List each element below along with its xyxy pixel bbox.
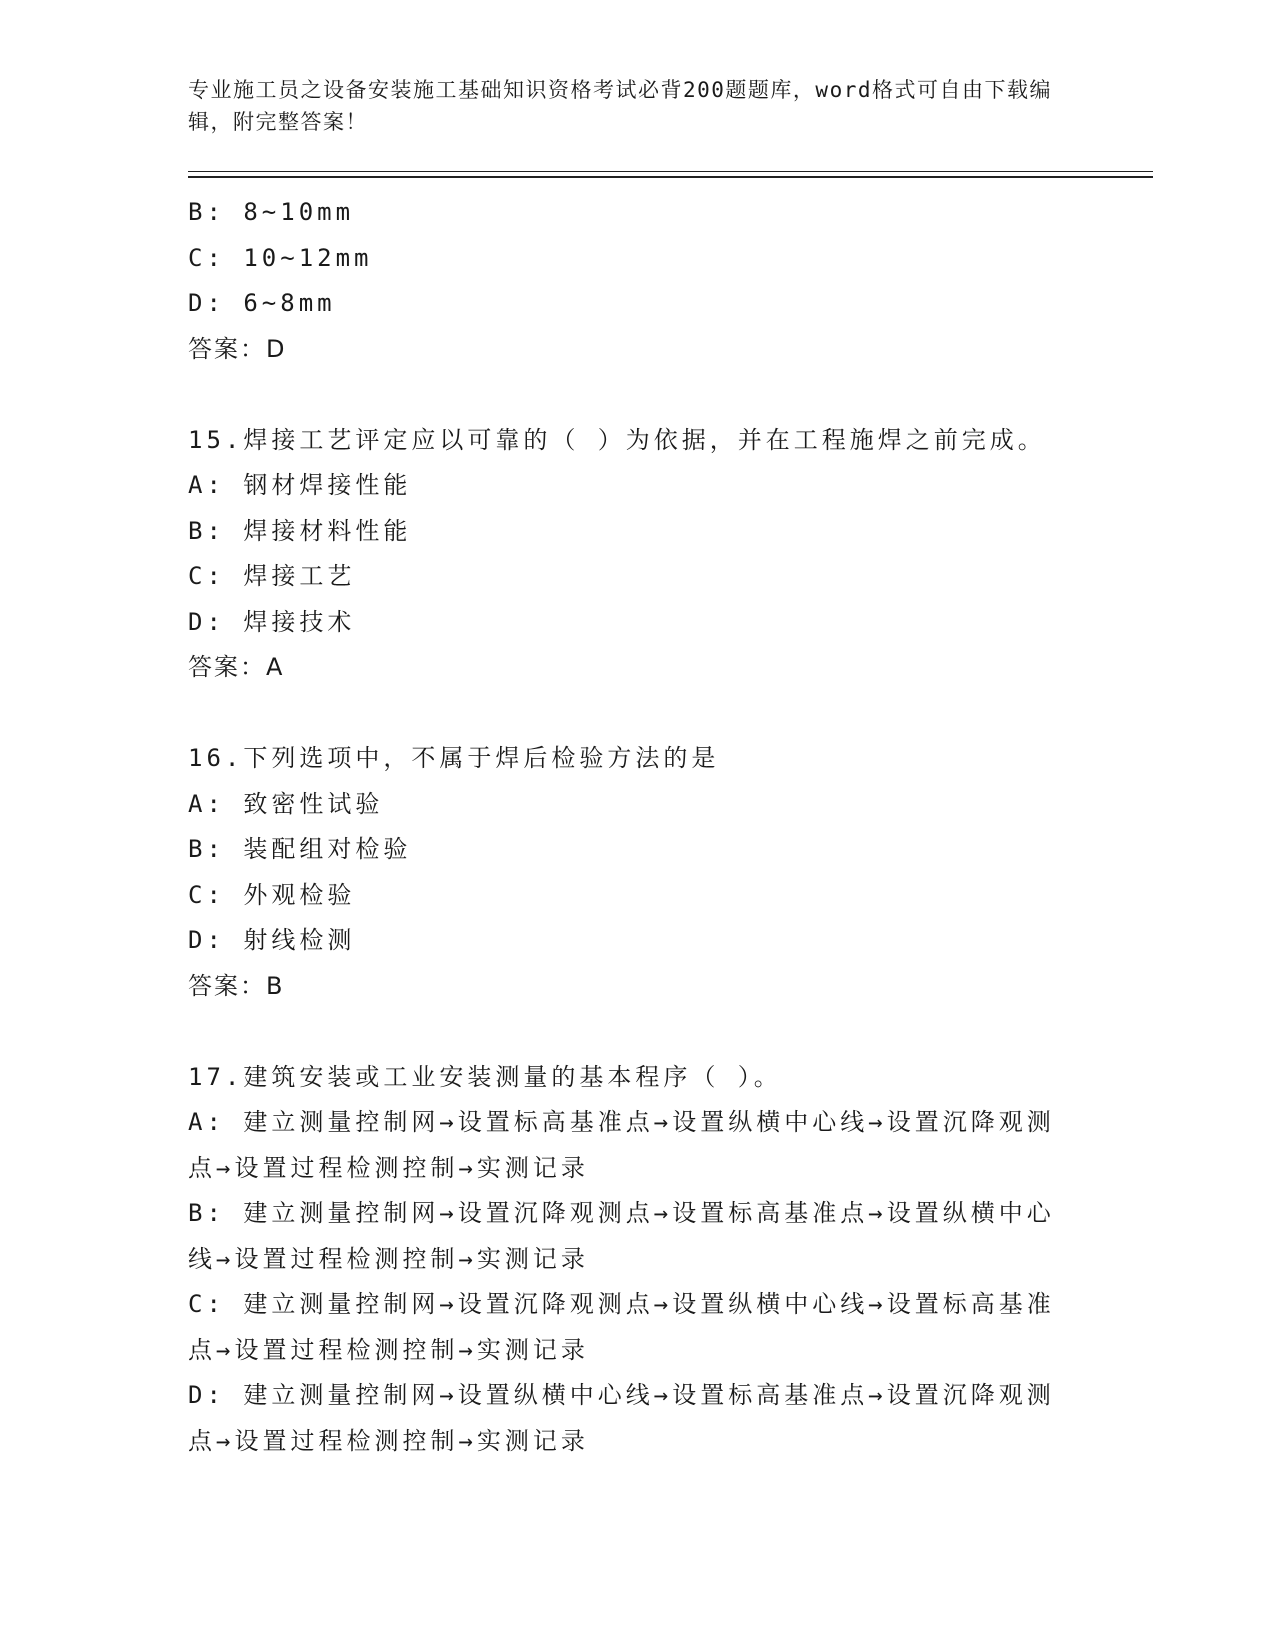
question-content [188,190,1088,1464]
option-d: D: 建立测量控制网→设置纵横中心线→设置标高基准点→设置沉降观测点→设置过程检测控制→实测记录 [188,1381,1055,1455]
option-a: A: 钢材焊接性能 [188,471,412,499]
header-rule-thick [188,176,1153,178]
document-header: 专业施工员之设备安装施工基础知识资格考试必背200题题库，word格式可自由下载编辑，附完整答案！ [188,78,1052,134]
question-stem-15: 15.焊接工艺评定应以可靠的（ ）为依据，并在工程施焊之前完成。 [188,425,1046,454]
option-b: B: 建立测量控制网→设置沉降观测点→设置标高基准点→设置纵横中心线→设置过程检测控制→实测记录 [188,1199,1055,1273]
spacer [188,691,1088,737]
option-d: D: 射线检测 [188,926,356,954]
option-c: C: 外观检验 [188,880,356,909]
option-b: B: 焊接材料性能 [188,516,412,545]
option-d: D: 焊接技术 [188,607,356,636]
question-stem-16: 16.下列选项中，不属于焊后检验方法的是 [188,744,720,772]
header-rule-thin [188,171,1153,172]
option-c: C: 10~12mm [188,243,373,272]
answer-line: 答案：A [188,653,285,681]
option-b: B: 装配组对检验 [188,835,412,863]
spacer [188,1009,1088,1055]
option-c: C: 建立测量控制网→设置沉降观测点→设置纵横中心线→设置标高基准点→设置过程检测控制→实测记录 [188,1290,1055,1364]
option-c: C: 焊接工艺 [188,562,356,590]
answer-line: 答案：B [188,971,285,1000]
option-a: A: 致密性试验 [188,789,384,818]
option-d: D: 6~8mm [188,289,336,317]
spacer [188,372,1088,418]
option-b: B: 8~10mm [188,198,355,226]
option-a: A: 建立测量控制网→设置标高基准点→设置纵横中心线→设置沉降观测点→设置过程检测控制→实测记录 [188,1108,1055,1182]
question-stem-17: 17.建筑安装或工业安装测量的基本程序（ ）。 [188,1062,782,1091]
answer-line: 答案：D [188,334,287,363]
